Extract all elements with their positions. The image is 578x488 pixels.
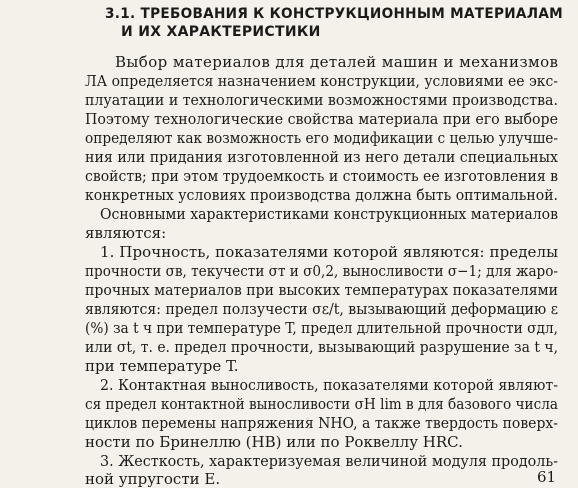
body-line: или σt, т. е. предел прочности, вызывающий разрушение за t ч, xyxy=(85,338,558,356)
body-line: ЛА определяется назначением конструкции, условиями ее экс- xyxy=(85,72,558,90)
body-line: Основными характеристиками конструкционных материалов xyxy=(100,205,559,223)
body-line: Выбор материалов для деталей машин и механизмов xyxy=(115,53,559,71)
body-line: циклов перемены напряжения NHO, а также твердость поверх- xyxy=(85,414,559,432)
body-line: при температуре T. xyxy=(85,357,239,375)
body-line: прочности σв, текучести σт и σ0,2, выносливости σ−1; для жаро- xyxy=(85,262,559,280)
body-line: Поэтому технологические свойства материала при его выборе xyxy=(85,110,558,128)
body-line: являются: xyxy=(85,224,167,242)
page-number: 61 xyxy=(537,468,557,486)
body-line: свойств; при этом трудоемкость и стоимость ее изготовления в xyxy=(85,167,559,185)
heading-line-1: 3.1. ТРЕБОВАНИЯ К КОНСТРУКЦИОННЫМ МАТЕРИАЛАМ xyxy=(105,6,564,22)
body-line: 2. Контактная выносливость, показателями которой являют- xyxy=(100,376,559,394)
body-line: ности по Бринеллю (HB) или по Роквеллу HRC. xyxy=(85,433,463,451)
body-line: ной упругости E. xyxy=(85,470,221,488)
body-line: плуатации и технологическими возможностями производства. xyxy=(85,91,558,109)
body-line: ния или придания изготовленной из него детали специальных xyxy=(85,148,559,166)
body-line: (%) за t ч при температуре T, предел длительной прочности σдл, xyxy=(85,319,559,337)
body-line: 1. Прочность, показателями которой являются: пределы xyxy=(100,243,559,261)
body-line: являются: предел ползучести σε/t, вызывающий деформацию ε xyxy=(85,300,558,318)
body-line: ся предел контактной выносливости σH lim в для базового числа xyxy=(85,395,558,413)
body-line: определяют как возможность его модификации с целью улучше- xyxy=(85,129,559,147)
body-line: 3. Жесткость, характеризуемая величиной модуля продоль- xyxy=(100,452,559,470)
body-line: прочных материалов при высоких температурах показателями xyxy=(85,281,559,299)
heading-line-2: И ИХ ХАРАКТЕРИСТИКИ xyxy=(121,24,321,40)
body-line: конкретных условиях производства должна быть оптимальной. xyxy=(85,186,559,204)
